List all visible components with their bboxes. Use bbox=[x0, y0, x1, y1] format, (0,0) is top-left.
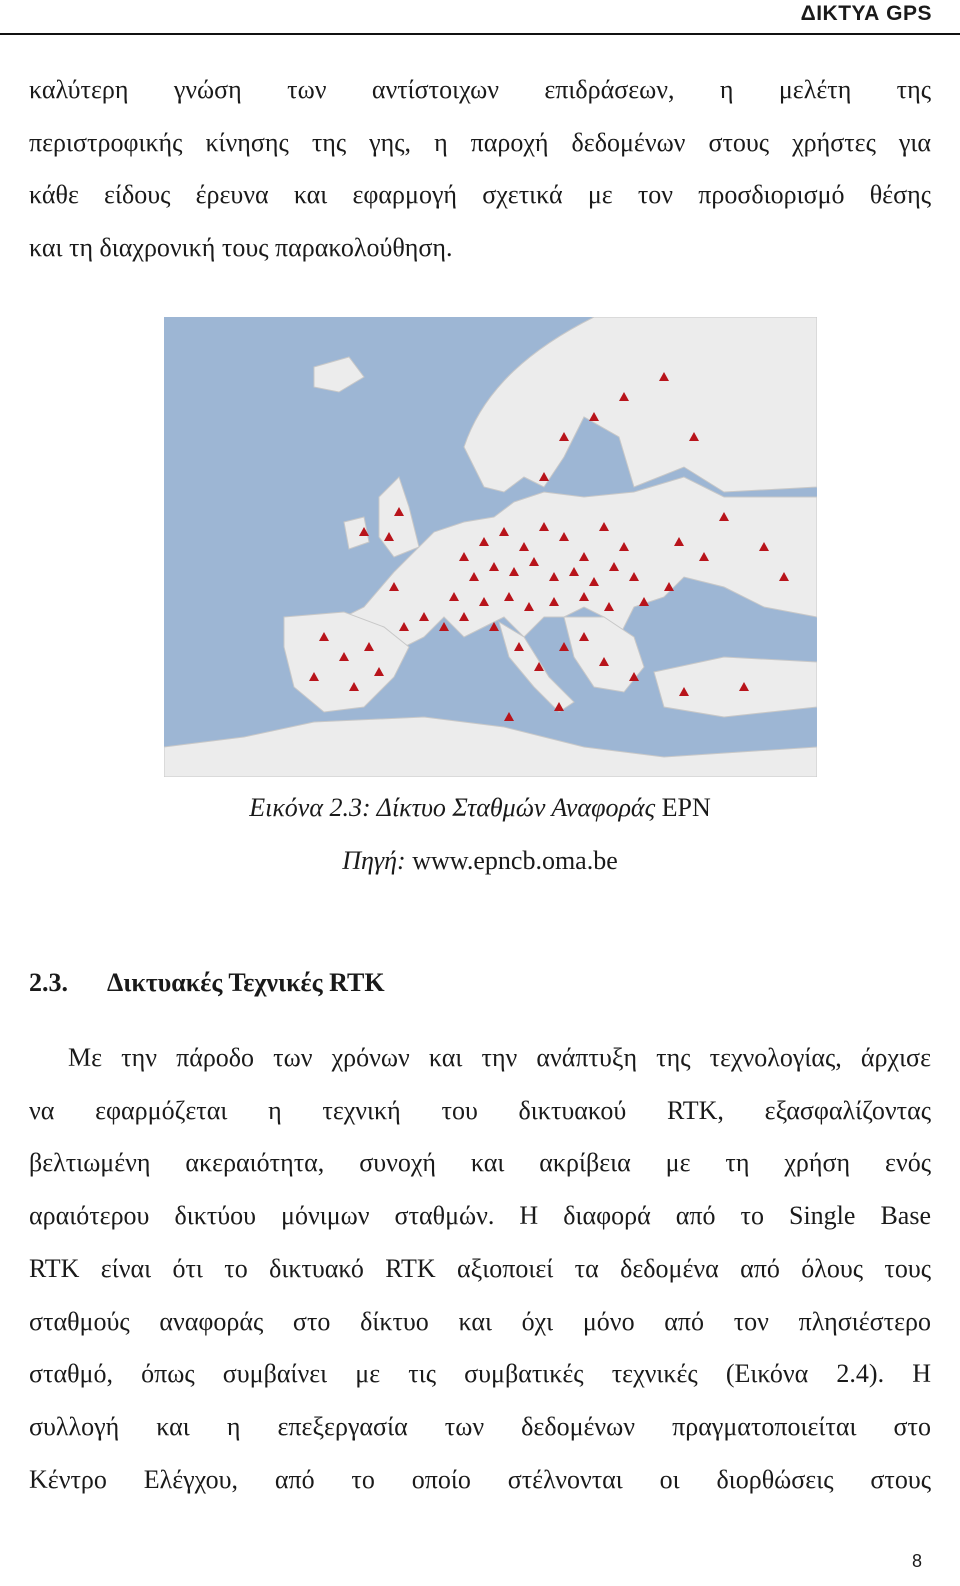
text-line: περιστροφικής κίνησης της γης, η παροχή δεδομένων στους χρήστες για bbox=[29, 127, 931, 157]
text-line: βελτιωμένη ακεραιότητα, συνοχή και ακρίβεια με τη χρήση ενός bbox=[29, 1148, 931, 1178]
text-line: Με την πάροδο των χρόνων και την ανάπτυξη της τεχνολογίας, άρχισε bbox=[68, 1043, 931, 1072]
header-title: ΔΙΚΤΥΑ GPS bbox=[800, 2, 932, 25]
text-line: καλύτερη γνώση των αντίστοιχων επιδράσεων, η μελέτη της bbox=[29, 75, 931, 104]
section-number: 2.3. bbox=[29, 968, 68, 997]
caption-label: Εικόνα 2.3: Δίκτυο Σταθμών Αναφοράς bbox=[249, 793, 656, 822]
text-line: σταθμό, όπως συμβαίνει με τις συμβατικές τεχνικές (Εικόνα 2.4). Η bbox=[29, 1359, 931, 1389]
intro-paragraph bbox=[29, 64, 931, 275]
caption-suffix: EPN bbox=[655, 793, 711, 822]
text-line: αραιότερου δικτύου μόνιμων σταθμών. Η διαφορά από το Single Base bbox=[29, 1201, 931, 1231]
figure-source bbox=[0, 846, 960, 876]
page-header bbox=[0, 0, 960, 36]
section-title: Δικτυακές Τεχνικές RTK bbox=[107, 968, 385, 997]
section-heading bbox=[29, 968, 385, 998]
text-line: συλλογή και η επεξεργασία των δεδομένων πραγματοποιείται στο bbox=[29, 1411, 931, 1441]
text-line: RTK είναι ότι το δικτυακό RTK αξιοποιεί τα δεδομένα από όλους τους bbox=[29, 1253, 931, 1283]
text-line: Κέντρο Ελέγχου, από το οποίο στέλνονται οι διορθώσεις στους bbox=[29, 1464, 931, 1494]
figure-caption bbox=[0, 793, 960, 823]
text-line: να εφαρμόζεται η τεχνική του δικτυακού RTK, εξασφαλίζοντας bbox=[29, 1095, 931, 1125]
header-rule bbox=[0, 33, 960, 35]
text-line: κάθε είδους έρευνα και εφαρμογή σχετικά με τον προσδιορισμό θέσης bbox=[29, 180, 931, 210]
europe-map-illustration bbox=[164, 317, 817, 777]
page-number: 8 bbox=[911, 1551, 922, 1571]
text-line: και τη διαχρονική τους παρακολούθηση. bbox=[29, 233, 453, 263]
source-label: Πηγή: bbox=[342, 846, 406, 875]
source-url: www.epncb.oma.be bbox=[405, 846, 618, 875]
epn-station-map bbox=[164, 317, 817, 777]
text-line: σταθμούς αναφοράς στο δίκτυο και όχι μόνο από τον πλησιέστερο bbox=[29, 1306, 931, 1336]
body-paragraph bbox=[29, 1032, 931, 1506]
